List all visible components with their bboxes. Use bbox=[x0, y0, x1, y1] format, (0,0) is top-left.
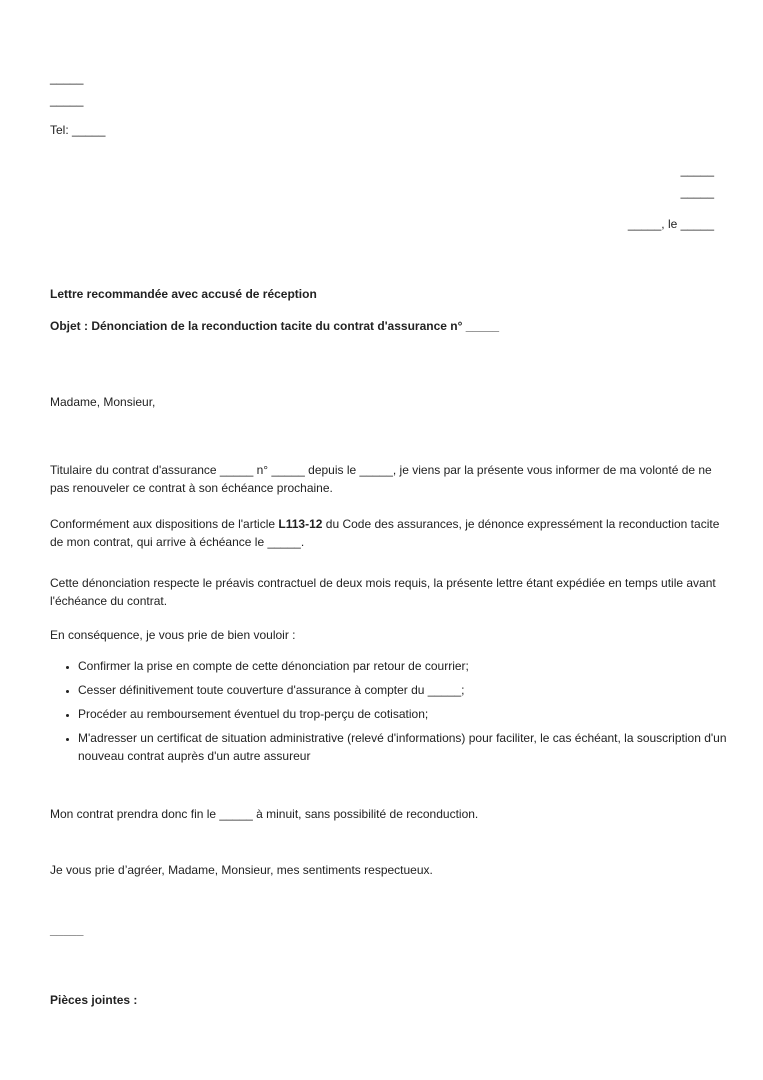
article-reference: L113-12 bbox=[278, 517, 323, 531]
list-item: • M'adresser un certificat de situation administrative (relevé d'informations) pour faciliter, le cas échéant, la souscription d'un nouveau contrat auprès d'un autre assureur bbox=[78, 729, 738, 765]
recipient-line-1: _____ bbox=[680, 163, 714, 177]
salutation: Madame, Monsieur, bbox=[50, 395, 156, 409]
paragraph-2 bbox=[50, 515, 720, 551]
sender-line-2: _____ bbox=[50, 93, 84, 107]
list-item: • Procéder au remboursement éventuel du trop-perçu de cotisation; bbox=[78, 705, 738, 723]
signature: _____ bbox=[50, 923, 84, 937]
list-item: • Cesser définitivement toute couverture d'assurance à compter du _____; bbox=[78, 681, 738, 699]
phone-value: _____ bbox=[72, 123, 106, 137]
place-and-date: _____, le _____ bbox=[627, 217, 714, 231]
closing-formula: Je vous prie d’agréer, Madame, Monsieur, mes sentiments respectueux. bbox=[50, 863, 433, 877]
attachments-label: Pièces jointes : bbox=[50, 993, 138, 1007]
paragraph-3: Cette dénonciation respecte le préavis contractuel de deux mois requis, la présente lettre étant expédiée en temps utile avant l'échéance du contrat. bbox=[50, 576, 716, 608]
request-list bbox=[50, 657, 738, 771]
sender-phone bbox=[50, 121, 105, 139]
paragraph-1: Titulaire du contrat d'assurance _____ n° _____ depuis le _____, je viens par la présente vous informer de ma volonté de ne pas renouveler ce contrat à son échéance prochaine. bbox=[50, 463, 712, 495]
phone-label: Tel: bbox=[50, 123, 69, 137]
recipient-line-2: _____ bbox=[680, 185, 714, 199]
list-item: • Confirmer la prise en compte de cette dénonciation par retour de courrier; bbox=[78, 657, 738, 675]
paragraph-2-before: Conformément aux dispositions de l'article bbox=[50, 517, 279, 531]
paragraph-4: En conséquence, je vous prie de bien vouloir : bbox=[50, 628, 296, 642]
letter-subject: Objet : Dénonciation de la reconduction tacite du contrat d'assurance n° _____ bbox=[50, 319, 500, 333]
paragraph-5: Mon contrat prendra donc fin le _____ à minuit, sans possibilité de reconduction. bbox=[50, 807, 479, 821]
sending-mode: Lettre recommandée avec accusé de réception bbox=[50, 287, 317, 301]
paragraph-2-after: du Code des assurances, je dénonce expressément la reconduction tacite de mon contrat, qui arrive à échéance le _____. bbox=[50, 517, 720, 549]
sender-line-1: _____ bbox=[50, 71, 84, 85]
